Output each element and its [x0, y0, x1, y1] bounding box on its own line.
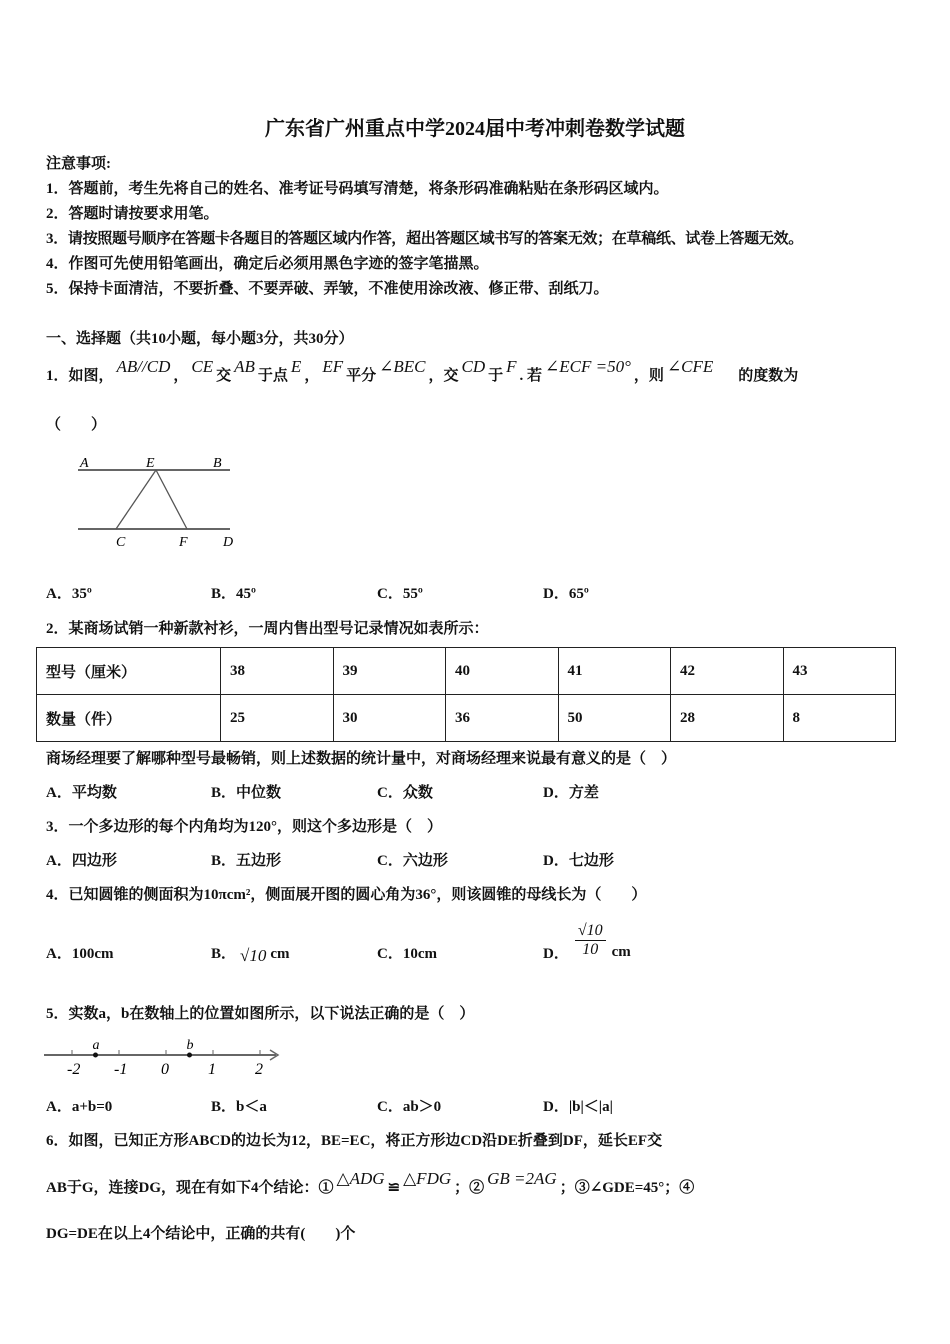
- q5-stem: 5．实数a，b在数轴上的位置如图所示，以下说法正确的是（ ）: [46, 1006, 475, 1022]
- point-label: a: [92, 1038, 100, 1053]
- notes-heading: 注意事项:: [46, 156, 111, 172]
- table-row: [37, 648, 896, 695]
- note-item: 2．答题时请按要求用笔。: [46, 206, 219, 222]
- q4-option-b[interactable]: B． √10 cm: [211, 946, 290, 965]
- q1-option-a[interactable]: A．35º: [46, 586, 92, 602]
- q2-option-c[interactable]: C．众数: [377, 785, 433, 801]
- q3-option-d[interactable]: D．七边形: [543, 853, 614, 869]
- table-cell: 43: [783, 648, 896, 695]
- table-cell: 50: [558, 695, 671, 742]
- section-heading: 一、选择题（共10小题，每小题3分，共30分）: [46, 331, 354, 347]
- note-item: 3．请按照题号顺序在答题卡各题目的答题区域内作答，超出答题区域书写的答案无效；在草稿纸、试卷上答题无效。: [46, 231, 803, 247]
- tick-label: 1: [208, 1061, 216, 1078]
- note-item: 5．保持卡面清洁，不要折叠、不要弄破、弄皱，不准使用涂改液、修正带、刮纸刀。: [46, 281, 609, 297]
- table-cell: 41: [558, 648, 671, 695]
- point-b: [187, 1053, 192, 1058]
- label-f: F: [179, 535, 188, 550]
- label-b: B: [213, 456, 222, 471]
- q3-option-a[interactable]: A．四边形: [46, 853, 117, 869]
- table-cell: 36: [446, 695, 559, 742]
- table-cell: 型号（厘米）: [37, 648, 221, 695]
- q2-question: 商场经理要了解哪种型号最畅销，则上述数据的统计量中，对商场经理来说最有意义的是（ ）: [46, 751, 677, 767]
- table-cell: 42: [671, 648, 784, 695]
- q5-option-c[interactable]: C．ab＞0: [377, 1099, 442, 1115]
- q2-option-a[interactable]: A．平均数: [46, 785, 117, 801]
- q3-option-b[interactable]: B．五边形: [211, 853, 282, 869]
- label-e: E: [146, 456, 155, 471]
- q2-stem: 2．某商场试销一种新款衬衫，一周内售出型号记录情况如表所示：: [46, 621, 489, 637]
- table-row: [37, 695, 896, 742]
- q4-option-c[interactable]: C．10cm: [377, 946, 437, 962]
- q1-answer-paren: （ ）: [46, 417, 107, 433]
- note-item: 1．答题前，考生先将自己的姓名、准考证号码填写清楚，将条形码准确粘贴在条形码区域内。: [46, 181, 669, 197]
- table-cell: 38: [221, 648, 334, 695]
- q1-stem: 1．如图， AB//CD ， CE 交 AB 于点 E ， EF 平分 ∠BEC ，交 CD 于 F . 若 ∠ECF =50° ，则 ∠CFE 的度数为: [46, 357, 799, 384]
- q5-option-b[interactable]: B．b＜a: [211, 1099, 267, 1115]
- label-c: C: [116, 535, 126, 550]
- table-cell: 40: [446, 648, 559, 695]
- tick-label: -2: [67, 1061, 81, 1078]
- q2-option-d[interactable]: D．方差: [543, 785, 599, 801]
- table-cell: 8: [783, 695, 896, 742]
- q5-option-a[interactable]: A．a+b=0: [46, 1099, 113, 1115]
- point-a: [93, 1053, 98, 1058]
- q4-option-d[interactable]: D． √10 10 cm: [543, 922, 631, 962]
- q2-option-b[interactable]: B．中位数: [211, 785, 282, 801]
- table-cell: 39: [333, 648, 446, 695]
- q3-stem: 3．一个多边形的每个内角均为120°，则这个多边形是（ ）: [46, 819, 443, 835]
- note-item: 4．作图可先使用铅笔画出，确定后必须用黑色字迹的签字笔描黑。: [46, 256, 489, 272]
- q4-option-a[interactable]: A．100cm: [46, 946, 114, 962]
- q1-option-c[interactable]: C．55º: [377, 586, 423, 602]
- label-a: A: [80, 456, 89, 471]
- q6-line1: 6．如图，已知正方形ABCD的边长为12，BE=EC，将正方形边CD沿DE折叠到DF，延长EF交: [46, 1133, 663, 1149]
- q6-line3: DG=DE在以上4个结论中，正确的共有( )个: [46, 1226, 356, 1242]
- q1-option-d[interactable]: D．65º: [543, 586, 589, 602]
- q1-figure: [70, 450, 250, 555]
- q6-line2: AB于G，连接DG，现在有如下4个结论：① △ADG ≌ △FDG ；② GB =2AG ；③∠GDE=45°；④: [46, 1169, 695, 1196]
- tick-label: 2: [255, 1061, 263, 1078]
- q1-option-b[interactable]: B．45º: [211, 586, 256, 602]
- point-label: b: [186, 1038, 194, 1053]
- q4-stem: 4．已知圆锥的侧面积为10πcm²，侧面展开图的圆心角为36°，则该圆锥的母线长为（ ）: [46, 887, 647, 903]
- q2-table: [36, 647, 896, 742]
- tick-label: 0: [161, 1061, 169, 1078]
- table-cell: 30: [333, 695, 446, 742]
- q5-option-d[interactable]: D．|b|＜|a|: [543, 1099, 613, 1115]
- label-d: D: [223, 535, 234, 550]
- table-cell: 25: [221, 695, 334, 742]
- tick-label: -1: [114, 1061, 128, 1078]
- table-cell: 数量（件）: [37, 695, 221, 742]
- number-line: [42, 1035, 287, 1080]
- page-title: 广东省广州重点中学2024届中考冲刺卷数学试题: [265, 118, 685, 140]
- table-cell: 28: [671, 695, 784, 742]
- q3-option-c[interactable]: C．六边形: [377, 853, 448, 869]
